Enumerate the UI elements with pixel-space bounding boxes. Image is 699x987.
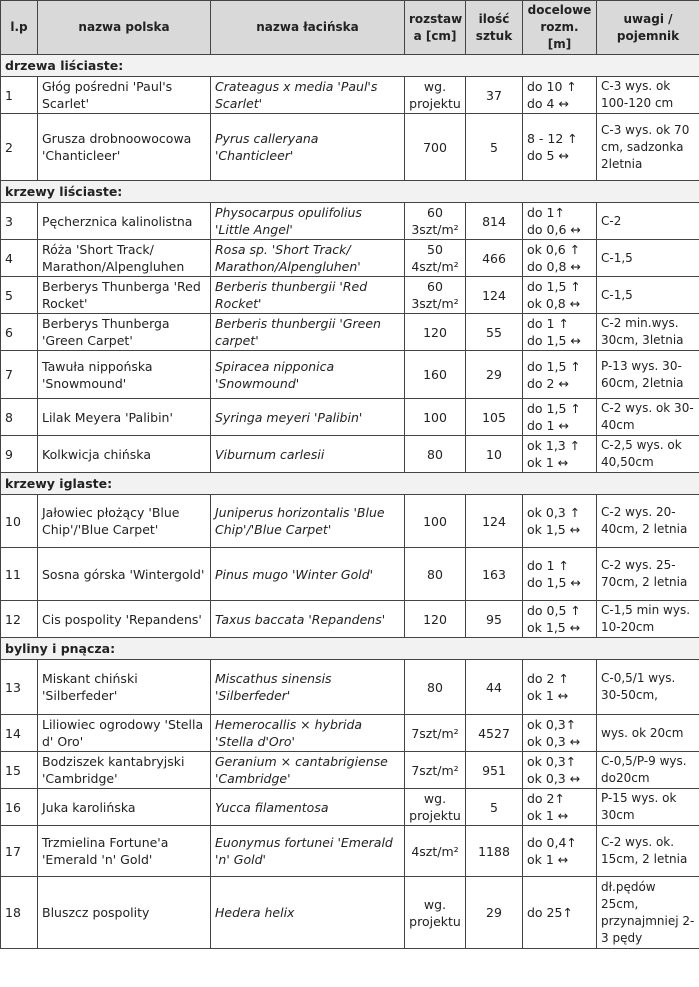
cell-latin-name: Miscathus sinensis 'Silberfeder'	[211, 660, 405, 715]
cell-quantity: 163	[466, 548, 523, 601]
size-line: do 1,5 ↑	[527, 401, 581, 416]
section-row	[1, 473, 699, 495]
cell-spacing: wg. projektu	[405, 877, 466, 949]
cell-quantity: 5	[466, 114, 523, 181]
cell-target-size	[523, 495, 597, 548]
cell-lp: 9	[1, 436, 38, 473]
cell-target-size	[523, 314, 597, 351]
cell-polish-name: Grusza drobnoowocowa 'Chanticleer'	[38, 114, 211, 181]
size-line: ok 0,3 ↔	[527, 771, 581, 786]
cell-quantity: 814	[466, 203, 523, 240]
cell-notes: C-0,5/1 wys. 30-50cm,	[597, 660, 699, 715]
cell-lp: 8	[1, 399, 38, 436]
cell-polish-name: Juka karolińska	[38, 789, 211, 826]
cell-quantity: 105	[466, 399, 523, 436]
size-line: do 5 ↔	[527, 148, 569, 163]
cell-lp: 15	[1, 752, 38, 789]
cell-latin-name: Pyrus calleryana 'Chanticleer'	[211, 114, 405, 181]
header-latin-name: nazwa łacińska	[211, 1, 405, 55]
table-row	[1, 548, 699, 601]
cell-target-size	[523, 77, 597, 114]
cell-lp: 13	[1, 660, 38, 715]
section-row	[1, 55, 699, 77]
size-line: do 2 ↑	[527, 671, 569, 686]
size-line: ok 0,3 ↑	[527, 505, 581, 520]
cell-polish-name: Jałowiec płożący 'Blue Chip'/'Blue Carpet'	[38, 495, 211, 548]
cell-polish-name: Lilak Meyera 'Palibin'	[38, 399, 211, 436]
size-line: ok 1,5 ↔	[527, 620, 581, 635]
cell-spacing: 50 4szt/m²	[405, 240, 466, 277]
cell-lp: 11	[1, 548, 38, 601]
cell-polish-name: Cis pospolity 'Repandens'	[38, 601, 211, 638]
size-line: ok 0,3 ↔	[527, 734, 581, 749]
cell-latin-name: Rosa sp. 'Short Track/ Marathon/Alpengluhen'	[211, 240, 405, 277]
cell-lp: 16	[1, 789, 38, 826]
cell-notes: C-0,5/P-9 wys. do20cm	[597, 752, 699, 789]
cell-notes: C-2 wys. ok 30-40cm	[597, 399, 699, 436]
section-title: krzewy iglaste:	[1, 473, 699, 495]
header-notes: uwagi / pojemnik	[597, 1, 699, 55]
cell-latin-name: Euonymus fortunei 'Emerald 'n' Gold'	[211, 826, 405, 877]
cell-latin-name: Pinus mugo 'Winter Gold'	[211, 548, 405, 601]
cell-quantity: 4527	[466, 715, 523, 752]
cell-lp: 2	[1, 114, 38, 181]
size-line: do 2↑	[527, 791, 565, 806]
cell-quantity: 95	[466, 601, 523, 638]
cell-latin-name: Berberis thunbergii 'Red Rocket'	[211, 277, 405, 314]
cell-notes: P-15 wys. ok 30cm	[597, 789, 699, 826]
section-row	[1, 181, 699, 203]
cell-latin-name: Juniperus horizontalis 'Blue Chip'/'Blue Carpet'	[211, 495, 405, 548]
table-row	[1, 240, 699, 277]
cell-polish-name: Sosna górska 'Wintergold'	[38, 548, 211, 601]
cell-notes: P-13 wys. 30-60cm, 2letnia	[597, 351, 699, 399]
cell-spacing: wg. projektu	[405, 789, 466, 826]
size-line: ok 1 ↔	[527, 852, 569, 867]
cell-notes: C-2 wys. 20-40cm, 2 letnia	[597, 495, 699, 548]
cell-notes: dł.pędów 25cm, przynajmniej 2-3 pędy	[597, 877, 699, 949]
table-body	[1, 55, 699, 949]
cell-latin-name: Syringa meyeri 'Palibin'	[211, 399, 405, 436]
cell-notes: C-1,5 min wys. 10-20cm	[597, 601, 699, 638]
size-line: do 0,4↑	[527, 835, 577, 850]
cell-target-size	[523, 548, 597, 601]
cell-spacing: 100	[405, 399, 466, 436]
header-row	[1, 1, 699, 55]
size-line: do 1,5 ↑	[527, 279, 581, 294]
cell-lp: 17	[1, 826, 38, 877]
cell-quantity: 124	[466, 495, 523, 548]
cell-polish-name: Liliowiec ogrodowy 'Stella d' Oro'	[38, 715, 211, 752]
size-line: 8 - 12 ↑	[527, 131, 578, 146]
cell-lp: 5	[1, 277, 38, 314]
cell-notes: C-2 min.wys. 30cm, 3letnia	[597, 314, 699, 351]
cell-target-size	[523, 660, 597, 715]
cell-quantity: 466	[466, 240, 523, 277]
size-line: do 4 ↔	[527, 96, 569, 111]
cell-latin-name: Spiracea nipponica 'Snowmound'	[211, 351, 405, 399]
cell-lp: 18	[1, 877, 38, 949]
size-line: do 10 ↑	[527, 79, 577, 94]
table-row	[1, 277, 699, 314]
cell-target-size	[523, 752, 597, 789]
cell-lp: 4	[1, 240, 38, 277]
cell-target-size	[523, 240, 597, 277]
cell-notes: C-1,5	[597, 277, 699, 314]
cell-polish-name: Berberys Thunberga 'Red Rocket'	[38, 277, 211, 314]
cell-target-size	[523, 277, 597, 314]
section-title: drzewa liściaste:	[1, 55, 699, 77]
cell-target-size	[523, 399, 597, 436]
table-row	[1, 77, 699, 114]
section-row	[1, 638, 699, 660]
cell-lp: 10	[1, 495, 38, 548]
cell-notes: C-3 wys. ok 70 cm, sadzonka 2letnia	[597, 114, 699, 181]
cell-target-size	[523, 436, 597, 473]
cell-notes: C-3 wys. ok 100-120 cm	[597, 77, 699, 114]
size-line: do 1 ↑	[527, 316, 569, 331]
cell-polish-name: Bodziszek kantabryjski 'Cambridge'	[38, 752, 211, 789]
size-line: do 1↑	[527, 205, 565, 220]
table-row	[1, 399, 699, 436]
cell-lp: 6	[1, 314, 38, 351]
cell-spacing: wg. projektu	[405, 77, 466, 114]
size-line: ok 1 ↔	[527, 688, 569, 703]
cell-polish-name: Trzmielina Fortune'a 'Emerald 'n' Gold'	[38, 826, 211, 877]
size-line: do 25↑	[527, 905, 573, 920]
cell-quantity: 124	[466, 277, 523, 314]
cell-quantity: 55	[466, 314, 523, 351]
size-line: do 1 ↑	[527, 558, 569, 573]
cell-notes: C-2 wys. ok. 15cm, 2 letnia	[597, 826, 699, 877]
cell-polish-name: Głóg pośredni 'Paul's Scarlet'	[38, 77, 211, 114]
table-row	[1, 351, 699, 399]
cell-notes: wys. ok 20cm	[597, 715, 699, 752]
cell-latin-name: Taxus baccata 'Repandens'	[211, 601, 405, 638]
header-polish-name: nazwa polska	[38, 1, 211, 55]
size-line: ok 1,3 ↑	[527, 438, 581, 453]
cell-latin-name: Berberis thunbergii 'Green carpet'	[211, 314, 405, 351]
size-line: do 1,5 ↔	[527, 575, 581, 590]
cell-polish-name: Bluszcz pospolity	[38, 877, 211, 949]
cell-spacing: 60 3szt/m²	[405, 277, 466, 314]
cell-latin-name: Physocarpus opulifolius 'Little Angel'	[211, 203, 405, 240]
cell-quantity: 29	[466, 877, 523, 949]
cell-spacing: 7szt/m²	[405, 715, 466, 752]
cell-spacing: 80	[405, 436, 466, 473]
cell-polish-name: Róża 'Short Track/ Marathon/Alpengluhen	[38, 240, 211, 277]
header-spacing: rozstaw a [cm]	[405, 1, 466, 55]
cell-latin-name: Hemerocallis × hybrida 'Stella d'Oro'	[211, 715, 405, 752]
cell-quantity: 37	[466, 77, 523, 114]
cell-latin-name: Hedera helix	[211, 877, 405, 949]
cell-target-size	[523, 114, 597, 181]
cell-polish-name: Pęcherznica kalinolistna	[38, 203, 211, 240]
cell-lp: 1	[1, 77, 38, 114]
table-row	[1, 789, 699, 826]
cell-spacing: 120	[405, 314, 466, 351]
cell-quantity: 951	[466, 752, 523, 789]
table-row	[1, 877, 699, 949]
table-row	[1, 314, 699, 351]
cell-target-size	[523, 203, 597, 240]
size-line: ok 1,5 ↔	[527, 522, 581, 537]
header-quantity: ilość sztuk	[466, 1, 523, 55]
cell-lp: 12	[1, 601, 38, 638]
cell-lp: 14	[1, 715, 38, 752]
cell-notes: C-2 wys. 25-70cm, 2 letnia	[597, 548, 699, 601]
cell-quantity: 29	[466, 351, 523, 399]
cell-latin-name: Viburnum carlesii	[211, 436, 405, 473]
cell-spacing: 120	[405, 601, 466, 638]
cell-spacing: 80	[405, 660, 466, 715]
size-line: do 1 ↔	[527, 418, 569, 433]
cell-target-size	[523, 601, 597, 638]
cell-notes: C-2	[597, 203, 699, 240]
table-row	[1, 715, 699, 752]
cell-target-size	[523, 877, 597, 949]
cell-quantity: 5	[466, 789, 523, 826]
cell-quantity: 44	[466, 660, 523, 715]
cell-spacing: 80	[405, 548, 466, 601]
size-line: do 2 ↔	[527, 375, 569, 391]
cell-lp: 3	[1, 203, 38, 240]
cell-notes: C-2,5 wys. ok 40,50cm	[597, 436, 699, 473]
cell-spacing: 700	[405, 114, 466, 181]
table-row	[1, 660, 699, 715]
size-line: ok 0,3↑	[527, 754, 577, 769]
cell-target-size	[523, 715, 597, 752]
cell-target-size	[523, 351, 597, 399]
cell-polish-name: Kolkwicja chińska	[38, 436, 211, 473]
cell-lp: 7	[1, 351, 38, 399]
size-line: ok 0,8 ↔	[527, 296, 581, 311]
cell-quantity: 10	[466, 436, 523, 473]
size-line: do 1,5 ↔	[527, 333, 581, 348]
cell-target-size	[523, 789, 597, 826]
cell-spacing: 60 3szt/m²	[405, 203, 466, 240]
cell-latin-name: Yucca filamentosa	[211, 789, 405, 826]
size-line: do 0,8 ↔	[527, 259, 581, 274]
cell-polish-name: Tawuła nippońska 'Snowmound'	[38, 351, 211, 399]
table-row	[1, 114, 699, 181]
cell-notes: C-1,5	[597, 240, 699, 277]
header-target-size: docelowe rozm. [m]	[523, 1, 597, 55]
size-line: do 1,5 ↑	[527, 358, 581, 374]
size-line: do 0,6 ↔	[527, 222, 581, 237]
section-title: krzewy liściaste:	[1, 181, 699, 203]
section-title: byliny i pnącza:	[1, 638, 699, 660]
table-row	[1, 601, 699, 638]
cell-polish-name: Berberys Thunberga 'Green Carpet'	[38, 314, 211, 351]
size-line: ok 1 ↔	[527, 455, 569, 470]
cell-spacing: 160	[405, 351, 466, 399]
cell-latin-name: Crateagus x media 'Paul's Scarlet'	[211, 77, 405, 114]
cell-spacing: 7szt/m²	[405, 752, 466, 789]
header-lp: l.p	[1, 1, 38, 55]
cell-spacing: 4szt/m²	[405, 826, 466, 877]
table-row	[1, 203, 699, 240]
size-line: ok 0,3↑	[527, 717, 577, 732]
cell-quantity: 1188	[466, 826, 523, 877]
cell-polish-name: Miskant chiński 'Silberfeder'	[38, 660, 211, 715]
cell-spacing: 100	[405, 495, 466, 548]
table-row	[1, 436, 699, 473]
cell-latin-name: Geranium × cantabrigiense 'Cambridge'	[211, 752, 405, 789]
size-line: ok 1 ↔	[527, 808, 569, 823]
size-line: ok 0,6 ↑	[527, 242, 581, 257]
table-row	[1, 495, 699, 548]
size-line: do 0,5 ↑	[527, 603, 581, 618]
table-row	[1, 826, 699, 877]
table-row	[1, 752, 699, 789]
cell-target-size	[523, 826, 597, 877]
